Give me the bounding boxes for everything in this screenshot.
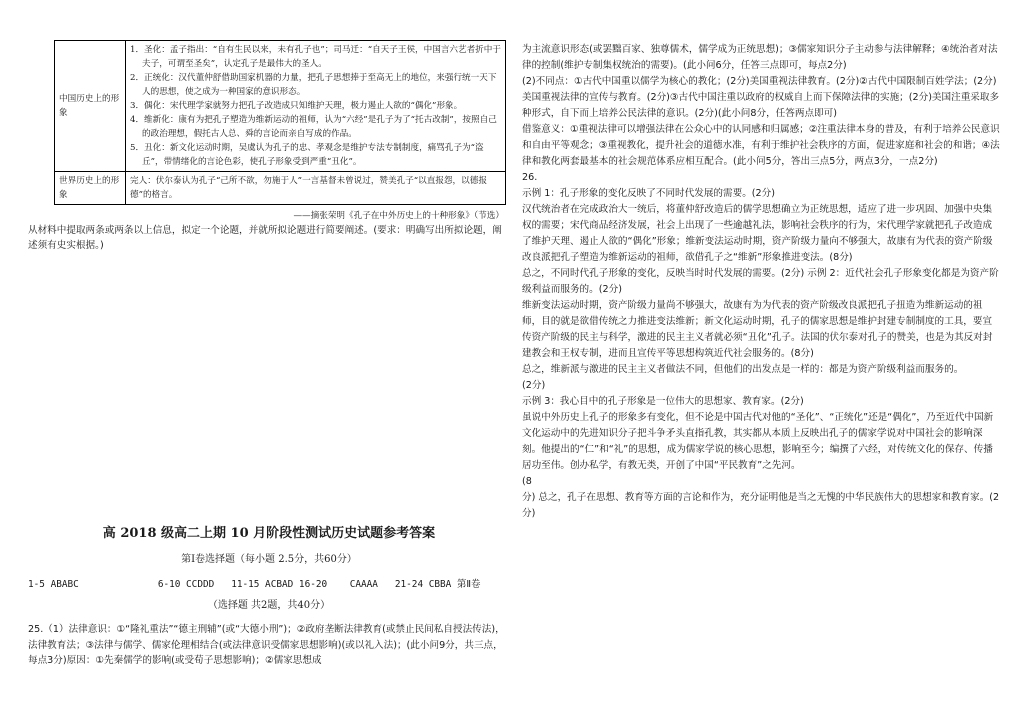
source-citation: ——摘张荣明《孔子在中外历史上的十种形象》（节选）	[293, 211, 504, 221]
paragraph: 虽说中外历史上孔子的形象多有变化，但不论是中国古代对他的“圣化”、“正统化”还是“偶化”，乃至近代中国新文化运动中的先进知识分子把斗争矛头直指孔教，其实都从本质上反映出孔子的儒家学说对中国社会的影响深刻。他提出的“仁”和“礼”的思想，成为儒家学说的核心思想，影响至今；编撰了六经，对传统文化的保存、传播居功至伟。创办私学，有教无类，开创了中国“平民教育”之先河。	[522, 412, 994, 471]
paragraph: 总之，不同时代孔子形象的变化，反映当时时代发展的需要。(2分) 示例 2：近代社会孔子形象变化都是为资产阶级利益而服务的。(2分)	[522, 268, 999, 295]
paragraph: 总之，维新派与激进的民主主义者做法不同，但他们的出发点是一样的：都是为资产阶级利益而服务的。	[522, 364, 964, 375]
table-row	[55, 41, 506, 172]
answer-column-right	[522, 42, 1000, 522]
list-item: 完人：伏尔泰认为孔子“己所不欲，勿施于人”一言基督未曾说过，赞美孔子“以直报怨，以德报德”的格言。	[130, 176, 487, 200]
list-item: 4．维新化：康有为把孔子塑造为维新运动的祖师，认为“六经”是孔子为了“托古改制”，按照自己的政治理想，假托古人总、舜的言论而亲自写成的作品。	[130, 115, 497, 139]
row-content	[126, 41, 506, 172]
paragraph: (8	[522, 476, 532, 487]
material-table	[54, 40, 506, 205]
row-content	[126, 172, 506, 205]
paragraph: 分) 总之，孔子在思想、教育等方面的言论和作为，充分证明他是当之无愧的中华民族伟大的思想家和教育家。(2分)	[522, 492, 1000, 519]
paragraph: 26.	[522, 172, 538, 183]
paragraph: 汉代统治者在完成政治大一统后，将董仲舒改造后的儒学思想确立为正统思想，适应了进一步巩固、加强中央集权的需要；宋代商品经济发展，社会上出现了一些逾越礼法，影响社会秩序的行为，宋代理学家就把孔子改造成了维护天理、遏止人欲的“偶化”形象；维新变法运动时期，资产阶级力量向不够强大，故康有为代表的资产阶级改良派把孔子塑造为维新运动的祖师，欲借孔子之“维新”形象推进变法。(8分)	[522, 204, 993, 263]
q25-answer: 25.（1）法律意识：①“隆礼重法”“德主刑辅”(或“大德小刑”)；②政府垄断法律教育(或禁止民间私自授法传法)，法律教育法；③法律与儒学、儒家伦理相结合(或法律意识受儒家思想影响)(或以礼入法)；(此小问9分，共三点，每点3分)原因：①先秦儒学的影响(或受荀子思想影响)；②儒家思想成	[28, 624, 505, 666]
paragraph: 为主流意识形态(或罢黜百家、独尊儒术，儒学成为正统思想)；③儒家知识分子主动参与法律解释；④统治者对法律的控制(维护专制集权统治的需要)。(此小问6分，任答三点即可，每点2分)	[522, 44, 998, 71]
section-heading-1: 第Ⅰ卷选择题（每小题 2.5分，共60分）	[181, 554, 357, 565]
paragraph: 借鉴意义：①重视法律可以增强法律在公众心中的认同感和归属感；②注重法律本身的普及，有利于培养公民意识和自由平等观念；③重视教化，提升社会的道德水准，有利于维护社会秩序的方面，促进家庭和社会的和谐；④法律和教化两套最基本的社会规范体系应相互配合。(此小问5分，答出三点5分，两点3分，一点2分)	[522, 124, 1000, 167]
list-item: 1．圣化：孟子指出：“自有生民以来，未有孔子也”；司马迁：“自天子王侯，中国言六艺者折中于夫子，可谓至圣矣”，认定孔子是最伟大的圣人。	[130, 45, 501, 69]
paragraph: 示例 3：我心目中的孔子形象是一位伟大的思想家、教育家。(2分)	[522, 396, 804, 407]
task-instruction: 从材料中提取两条或两条以上信息，拟定一个论题，并就所拟论题进行简要阐述。(要求：明确写出所拟论题，阐述须有史实根据。)	[28, 225, 502, 251]
section-heading-2: （选择题 共2题，共40分）	[207, 600, 331, 611]
paragraph: 示例 1：孔子形象的变化反映了不同时代发展的需要。(2分)	[522, 188, 775, 199]
paragraph: (2分)	[522, 380, 546, 391]
paragraph: (2)不同点：①古代中国重以儒学为核心的教化；(2分)美国重视法律教育。(2分)②古代中国限制百姓学法；(2分)美国重视法律的宣传与教育。(2分)③古代中国注重以政府的权威自上而下保障法律的实施；(2分)美国注重采取多种形式，自下而上培养公民法律的意识。(2分)(此小问8分，任答两点即可)	[522, 76, 1000, 119]
paragraph: 维新变法运动时期，资产阶级力量尚不够强大，故康有为为代表的资产阶级改良派把孔子扭造为维新运动的祖师，目的就是欲借传统之力推进变法维新；新文化运动时期，孔子的儒家思想是维护封建专制制度的工具，要宣传资产阶级的民主与科学，激进的民主主义者就必须“丑化”孔子。法国的伏尔泰对孔子的赞美，也是为其反对封建教会和王权专制，进而且宣传平等思想构筑近代社会服务的。(8分)	[522, 300, 993, 359]
answer-title: 高 2018 级高二上期 10 月阶段性测试历史试题参考答案	[102, 526, 436, 541]
mc-answers: 1-5 ABABC 6-10 CCDDD 11-15 ACBAD 16-20 CAAAA 21-24 CBBA 第Ⅱ卷	[28, 579, 481, 590]
table-row	[55, 172, 506, 205]
row-head: 世界历史上的形象	[55, 172, 126, 205]
list-item: 2．正统化：汉代董仲舒借助国家机器的力量，把孔子思想捧于至高无上的地位，来强行统一天下人的思想，使之成为一种国家的意识形态。	[130, 73, 497, 97]
row-head: 中国历史上的形象	[55, 41, 126, 172]
material-block	[28, 40, 510, 253]
list-item: 5．丑化：新文化运动时期，吴虞认为孔子的忠、孝观念是维护专法专制制度，痛骂孔子为“盗丘”，带情绪化的言论色彩，使孔子形象受到严重“丑化”。	[130, 143, 484, 167]
list-item: 3．偶化：宋代理学家就努力把孔子改造成只知维护天理，极力遏止人欲的“偶化”形象。	[130, 101, 463, 111]
